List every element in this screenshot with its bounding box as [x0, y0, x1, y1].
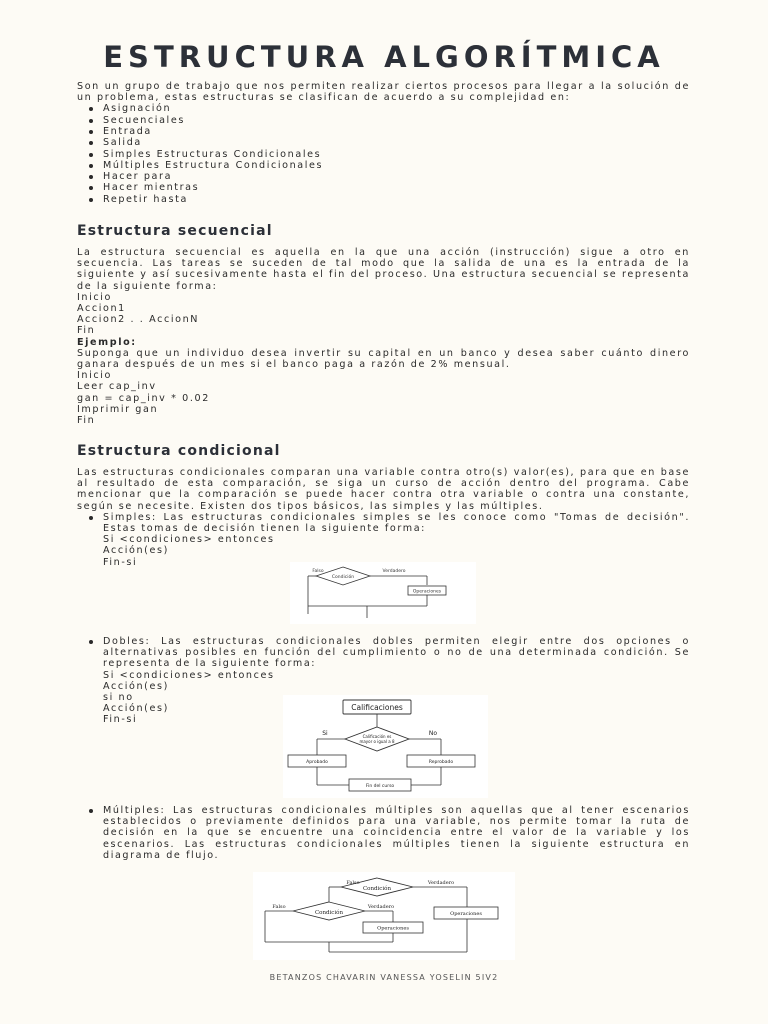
operations-label: Operaciones — [377, 925, 409, 932]
operations-label: Operaciones — [450, 911, 482, 917]
list-item: Salida — [77, 137, 690, 148]
true-label: Verdadero — [367, 904, 395, 910]
no-label: No — [428, 730, 438, 737]
multiples-text: Múltiples: Las estructuras condicionales múltiples son aquellas que al tener escenarios establecidos o previamente definidos para una variable, nos permite tomar la ruta de decisión en la que se encuentre una coincidencia entre el valor de la variable y los escenarios. Las estructuras condicionales múltiples tienen la siguiente estructura en diagrama de flujo. — [77, 805, 690, 861]
grades-label: Calificaciones — [351, 703, 403, 712]
intro-text: Son un grupo de trabajo que nos permiten realizar ciertos procesos para llegar a la solución de un problema, estas estructuras se clasifican de acuerdo a su complejidad en: — [77, 81, 690, 104]
condition-label: Calificación es — [362, 734, 392, 739]
code-line: Inicio — [77, 370, 112, 382]
list-item: Asignación — [77, 103, 690, 114]
secuencial-section — [77, 223, 690, 426]
code-line: Acción(es) — [103, 703, 169, 715]
double-flowchart — [283, 695, 488, 798]
code-line: si no — [103, 692, 134, 704]
end-label: Fin del curso — [365, 784, 395, 789]
approved-label: Aprobado — [306, 760, 328, 765]
code-line: Inicio — [77, 291, 112, 303]
intro-list — [77, 103, 690, 205]
failed-label: Reprobado — [428, 760, 454, 765]
condition-label: Condición — [362, 886, 392, 892]
author-footer: BETANZOS CHAVARIN VANESSA YOSELIN 5IV2 — [269, 973, 499, 982]
simple-flowchart — [290, 562, 476, 624]
condition-label: Condición — [314, 910, 344, 916]
condition-label: Condición — [331, 575, 355, 580]
code-line: Fin — [77, 325, 96, 337]
list-item: Simples Estructuras Condicionales — [77, 149, 690, 160]
code-line: Si <condiciones> entonces — [103, 669, 275, 681]
true-label: Verdadero — [382, 569, 406, 574]
secuencial-heading: Estructura secuencial — [77, 223, 273, 239]
code-line: Fin — [77, 415, 96, 427]
code-line: Si <condiciones> entonces — [103, 534, 275, 546]
condicional-heading: Estructura condicional — [77, 443, 281, 459]
code-line: Accion1 — [77, 303, 126, 315]
code-line: Acción(es) — [103, 680, 169, 692]
list-item: Hacer mientras — [77, 182, 690, 193]
code-line: Fin-si — [103, 714, 138, 726]
simples-text: Simples: Las estructuras condicionales simples se les conoce como "Tomas de decisión". Estas tomas de decisión tienen la siguiente forma: — [77, 512, 690, 534]
code-line: Fin-si — [103, 556, 138, 568]
dobles-text: Dobles: Las estructuras condicionales dobles permiten elegir entre dos opciones o alternativas posibles en función del cumplimiento o no de una determinada condición. Se representa de la siguiente forma: — [77, 636, 690, 670]
list-item: Hacer para — [77, 171, 690, 182]
secuencial-text: La estructura secuencial es aquella en la que una acción (instrucción) sigue a otro en secuencia. Las tareas se suceden de tal modo que la salida de una es la entrada de la siguiente y así sucesivamente hasta el fin del proceso. Una estructura secuencial se representa de la siguiente forma: — [77, 247, 690, 292]
example-text: Suponga que un individuo desea invertir su capital en un banco y desea saber cuánto dinero ganara después de un mes si el banco paga a razón de 2% mensual. — [77, 347, 690, 371]
yes-label: Si — [322, 730, 328, 737]
code-line: Imprimir gan — [77, 403, 159, 415]
true-label: Verdadero — [427, 880, 455, 886]
page-title: ESTRUCTURA ALGORÍTMICA — [103, 40, 665, 74]
multiples-section — [77, 805, 690, 861]
code-line: Accion2 . . AccionN — [77, 314, 200, 326]
intro-section — [77, 81, 690, 205]
list-item: Repetir hasta — [77, 194, 690, 205]
false-label: Falso — [272, 904, 286, 910]
false-label: Falso — [346, 880, 360, 886]
condicional-section — [77, 443, 690, 568]
list-item: Múltiples Estructura Condicionales — [77, 160, 690, 171]
condition-label: mayor o igual a 8 — [359, 739, 395, 744]
list-item: Secuenciales — [77, 115, 690, 126]
condicional-text: Las estructuras condicionales comparan una variable contra otro(s) valor(es), para que en base al resultado de esta comparación, se siga un curso de acción dentro del programa. Cabe mencionar que la comparación se puede hacer contra otra variable o contra una constante, según se necesite. Existen dos tipos básicos, las simples y las múltiples. — [77, 467, 690, 512]
code-line: Acción(es) — [103, 545, 169, 557]
example-label: Ejemplo: — [77, 336, 137, 348]
multiple-flowchart — [253, 872, 515, 960]
list-item: Entrada — [77, 126, 690, 137]
code-line: Leer cap_inv — [77, 381, 157, 393]
code-line: gan = cap_inv * 0.02 — [77, 392, 210, 404]
operations-label: Operaciones — [412, 589, 442, 595]
false-label: Falso — [312, 569, 324, 574]
